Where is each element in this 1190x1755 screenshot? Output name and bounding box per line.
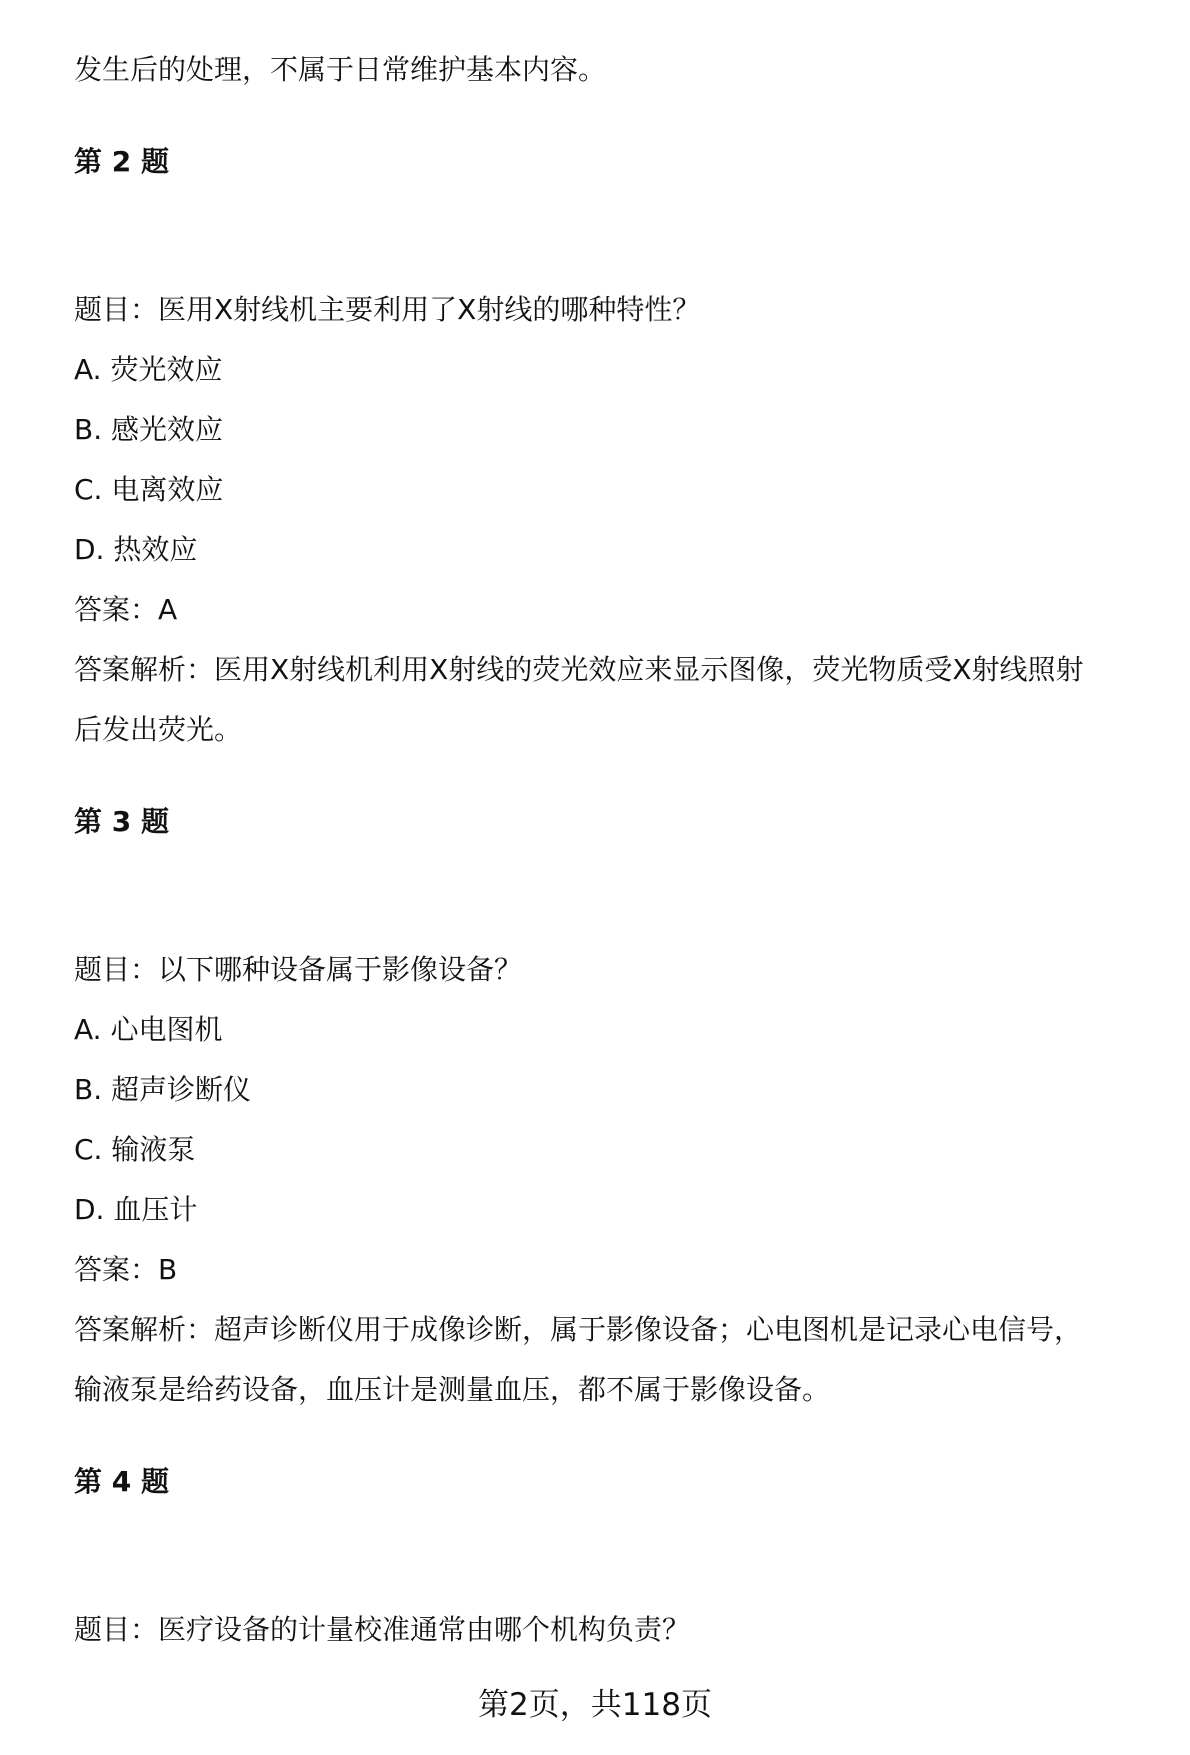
answer-analysis-line: 后发出荧光。: [74, 713, 243, 746]
previous-analysis-continuation: 发生后的处理，不属于日常维护基本内容。: [74, 53, 607, 86]
answer: 答案：A: [74, 593, 178, 626]
question-heading: 第 4 题: [74, 1465, 169, 1498]
option-d: D. 热效应: [74, 533, 198, 566]
answer-analysis-line: 输液泵是给药设备，血压计是测量血压，都不属于影像设备。: [74, 1373, 831, 1406]
question-stem: 题目：医疗设备的计量校准通常由哪个机构负责？: [74, 1613, 691, 1646]
option-a: A. 心电图机: [74, 1013, 223, 1046]
question-stem: 题目：以下哪种设备属于影像设备？: [74, 953, 523, 986]
option-b: B. 感光效应: [74, 413, 224, 446]
option-c: C. 电离效应: [74, 473, 224, 506]
question-heading: 第 3 题: [74, 805, 169, 838]
page-footer: 第2页，共118页: [478, 1687, 712, 1723]
option-b: B. 超声诊断仪: [74, 1073, 252, 1106]
option-c: C. 输液泵: [74, 1133, 196, 1166]
question-stem: 题目：医用X射线机主要利用了X射线的哪种特性？: [74, 293, 701, 326]
answer-analysis-line: 答案解析：超声诊断仪用于成像诊断，属于影像设备；心电图机是记录心电信号，: [74, 1313, 1083, 1346]
option-d: D. 血压计: [74, 1193, 198, 1226]
answer-analysis-line: 答案解析：医用X射线机利用X射线的荧光效应来显示图像，荧光物质受X射线照射: [74, 653, 1084, 686]
option-a: A. 荧光效应: [74, 353, 223, 386]
question-heading: 第 2 题: [74, 145, 169, 178]
answer: 答案：B: [74, 1253, 178, 1286]
